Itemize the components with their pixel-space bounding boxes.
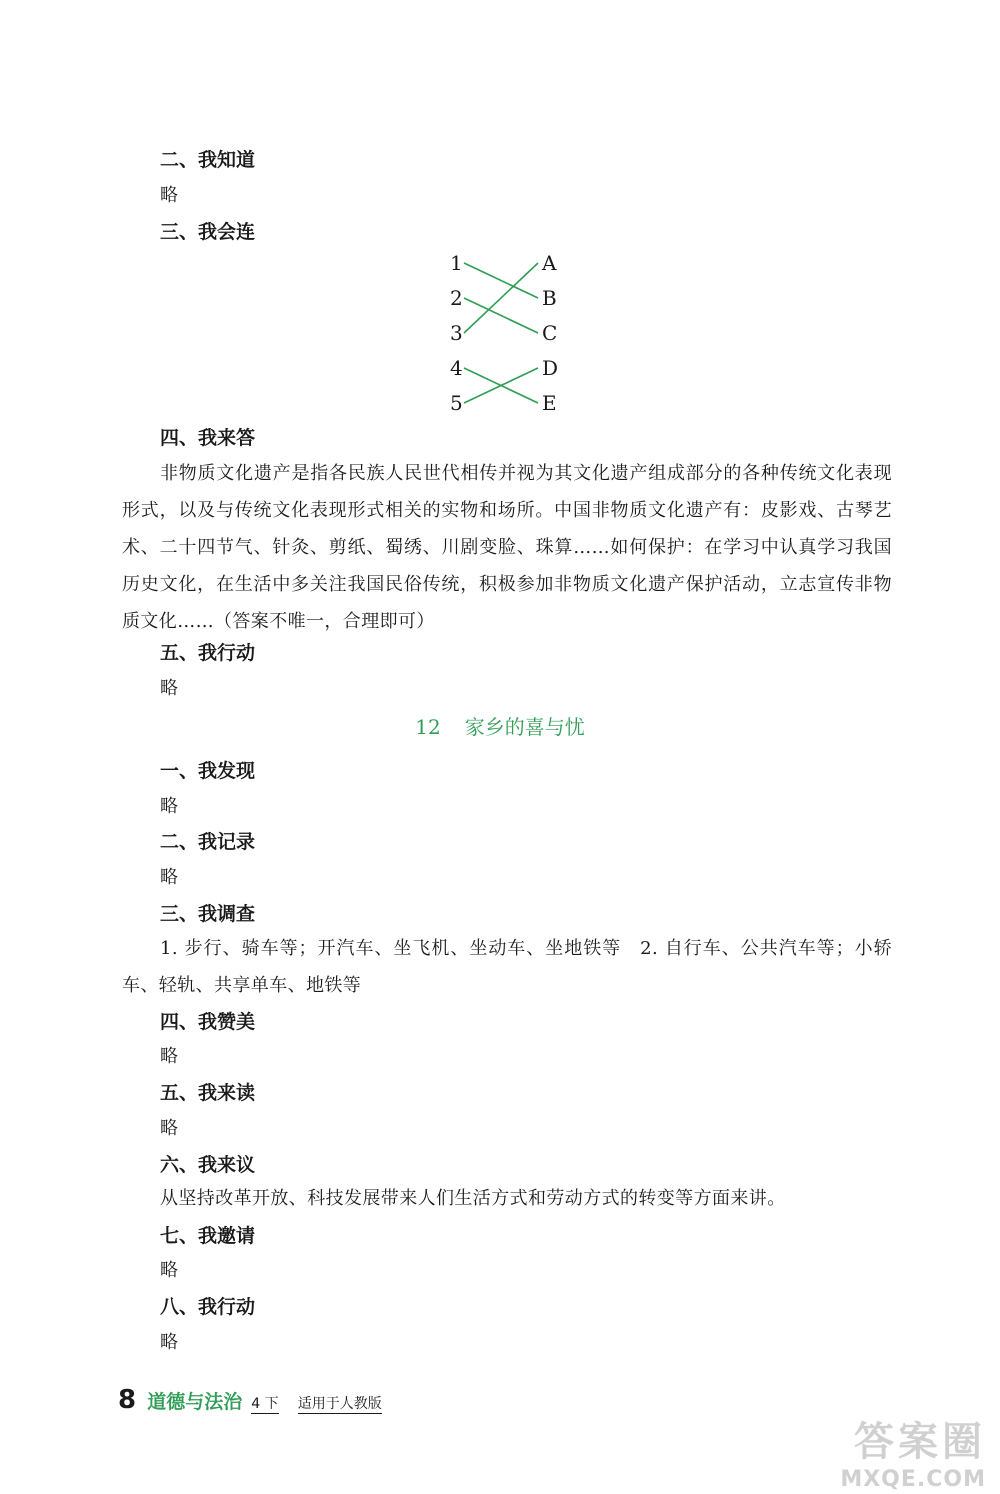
section-answer: 略 bbox=[160, 1260, 178, 1281]
match-right-label: C bbox=[542, 321, 558, 345]
watermark bbox=[840, 1410, 986, 1492]
section-heading: 二、我记录 bbox=[160, 831, 256, 853]
section-answer: 略 bbox=[160, 1332, 178, 1353]
section-answer: 略 bbox=[160, 678, 178, 699]
chapter-name: 家乡的喜与忧 bbox=[464, 715, 585, 739]
match-left-label: 3 bbox=[450, 321, 463, 345]
section-answer: 略 bbox=[160, 185, 178, 206]
page-number: 8 bbox=[118, 1385, 137, 1415]
section-heading: 六、我来议 bbox=[160, 1154, 256, 1176]
match-right-label: E bbox=[542, 391, 557, 415]
section-heading: 五、我来读 bbox=[160, 1082, 256, 1104]
match-left-label: 5 bbox=[450, 391, 463, 415]
section-heading: 五、我行动 bbox=[160, 642, 256, 664]
section-heading: 八、我行动 bbox=[160, 1296, 256, 1318]
section-answer: 略 bbox=[160, 796, 178, 817]
section-heading: 四、我赞美 bbox=[160, 1011, 256, 1033]
section-heading: 三、我会连 bbox=[160, 221, 256, 243]
edition-label: 适用于人教版 bbox=[297, 1396, 382, 1412]
page-footer bbox=[118, 1385, 382, 1417]
match-right-label: B bbox=[542, 286, 557, 310]
section-heading: 四、我来答 bbox=[160, 427, 256, 449]
section-heading: 一、我发现 bbox=[160, 760, 256, 782]
match-left-label: 2 bbox=[450, 286, 463, 310]
answer-paragraph: 1. 步行、骑车等；开汽车、坐飞机、坐动车、坐地铁等 2. 自行车、公共汽车等；小轿车、轻轨、共享单车、地铁等 bbox=[122, 938, 892, 996]
watermark-logo-text: 答案圈 bbox=[854, 1419, 986, 1465]
match-right-label: D bbox=[542, 356, 559, 380]
grade-label: 4 下 bbox=[251, 1396, 279, 1412]
section-answer: 略 bbox=[160, 867, 178, 888]
section-heading: 三、我调查 bbox=[160, 903, 256, 925]
match-left-label: 1 bbox=[450, 251, 463, 275]
section-heading: 七、我邀请 bbox=[160, 1225, 256, 1247]
answer-paragraph: 从坚持改革开放、科技发展带来人们生活方式和劳动方式的转变等方面来讲。 bbox=[160, 1188, 786, 1209]
chapter-number: 12 bbox=[415, 715, 441, 739]
matching-diagram bbox=[440, 248, 570, 418]
match-left-label: 4 bbox=[450, 356, 463, 380]
section-answer: 略 bbox=[160, 1118, 178, 1139]
book-series-title: 道德与法治 bbox=[147, 1391, 243, 1413]
section-heading: 二、我知道 bbox=[160, 149, 256, 171]
match-right-label: A bbox=[542, 251, 557, 275]
answer-paragraph: 非物质文化遗产是指各民族人民世代相传并视为其文化遗产组成部分的各种传统文化表现形式，以及与传统文化表现形式相关的实物和场所。中国非物质文化遗产有：皮影戏、古琴艺术、二十四节气、针灸、剪纸、蜀绣、川剧变脸、珠算……如何保护：在学习中认真学习我国历史文化，在生活中多关注我国民俗传统，积极参加非物质文化遗产保护活动，立志宣传非物质文化……（答案不唯一，合理即可） bbox=[122, 463, 892, 632]
section-answer: 略 bbox=[160, 1046, 178, 1067]
chapter-title bbox=[0, 713, 1000, 741]
match-line bbox=[464, 263, 538, 333]
match-line bbox=[464, 263, 538, 298]
match-line bbox=[464, 298, 538, 333]
watermark-url: MXQE.COM bbox=[840, 1467, 986, 1492]
